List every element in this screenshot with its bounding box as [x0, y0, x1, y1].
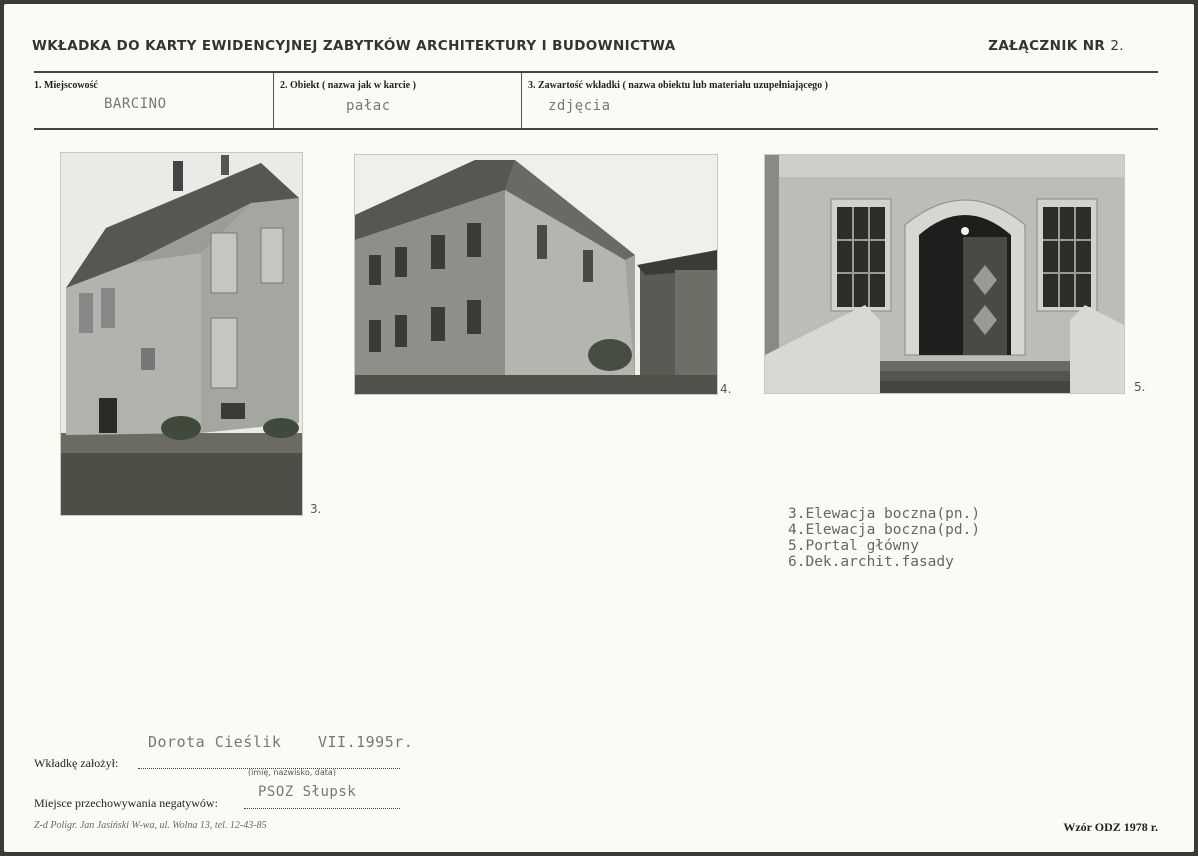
object-value: pałac: [346, 98, 391, 114]
storage-value: PSOZ Słupsk: [258, 784, 357, 800]
author-typed: Dorota Cieślik: [148, 733, 282, 751]
photo-side-elevation-north: [60, 152, 303, 516]
contents-label: 3. Zawartość wkładki ( nazwa obiektu lub materiału uzupełniającego ): [528, 80, 829, 91]
object-label: 2. Obiekt ( nazwa jak w karcie ): [280, 80, 416, 91]
field-divider: [273, 73, 274, 128]
author-hint: (imię, nazwisko, data): [248, 768, 336, 777]
fields-bottom-rule: [34, 128, 1158, 130]
locality-label: 1. Miejscowość: [34, 80, 98, 91]
form-code: Wzór ODZ 1978 r.: [1063, 820, 1158, 834]
storage-label: Miejsce przechowywania negatywów:: [34, 796, 218, 810]
photo-captions: [788, 506, 980, 570]
caption-line: 3.Elewacja boczna(pn.): [788, 506, 981, 522]
date-typed: VII.1995r.: [318, 733, 414, 751]
photo-main-portal: [764, 154, 1125, 394]
annex-text: ZAŁĄCZNIK NR: [988, 38, 1106, 54]
contents-value: zdjęcia: [548, 98, 611, 114]
storage-dotted-line: [244, 808, 400, 809]
annex-label: [988, 38, 1124, 54]
document-title: WKŁADKA DO KARTY EWIDENCYJNEJ ZABYTKÓW ARCHITEKTURY I BUDOWNICTWA: [32, 38, 676, 54]
annex-number: 2.: [1110, 38, 1124, 54]
photo-number: 5.: [1134, 380, 1146, 394]
photo-number: 4.: [720, 382, 732, 396]
printer-imprint: Z-d Poligr. Jan Jasiński W-wa, ul. Wolna 13, tel. 12-43-85: [34, 820, 267, 831]
top-rule: [34, 71, 1158, 73]
caption-line: 5.Portal główny: [788, 538, 919, 554]
locality-value: BARCINO: [104, 96, 167, 112]
photo-number: 3.: [310, 502, 322, 516]
field-divider: [521, 73, 522, 128]
caption-line: 4.Elewacja boczna(pd.): [788, 522, 981, 538]
caption-line: 6.Dek.archit.fasady: [788, 554, 954, 570]
photo-side-elevation-south: [354, 154, 718, 395]
record-sheet: [4, 4, 1194, 852]
author-label: Wkładkę założył:: [34, 756, 119, 770]
